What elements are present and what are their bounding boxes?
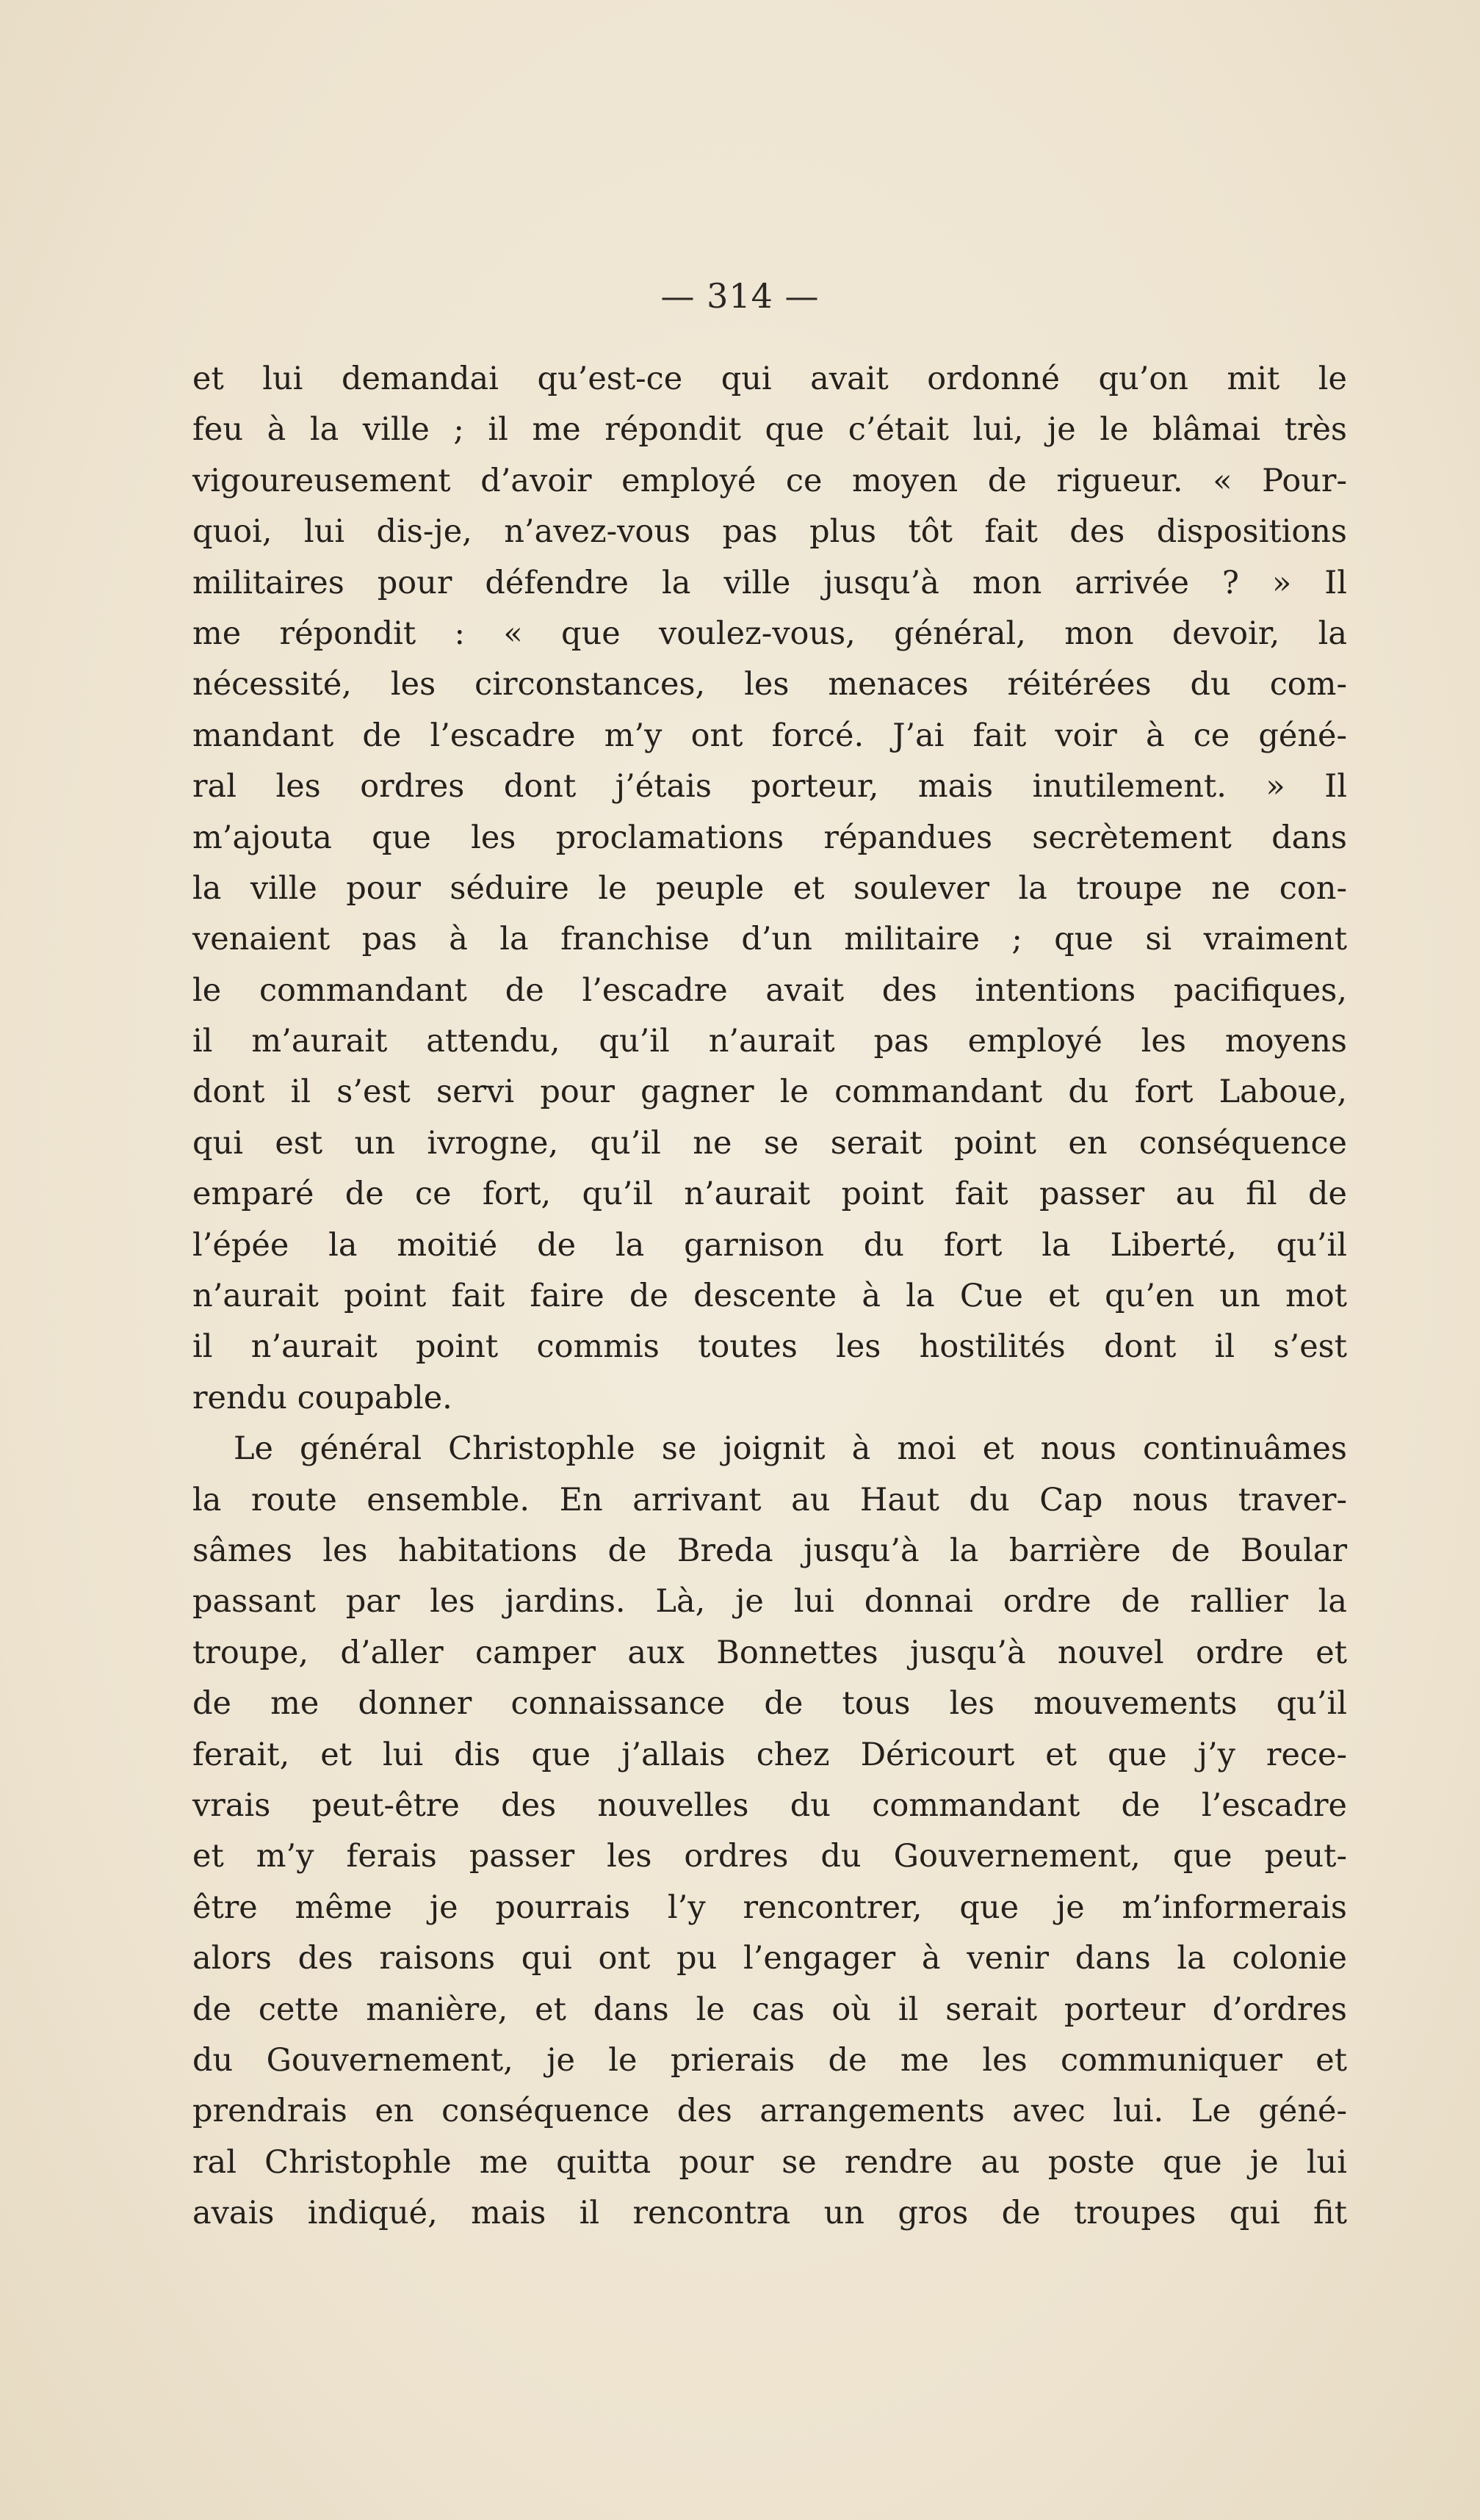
text-line: n’aurait point fait faire de descente à la Cue et qu’en un mot bbox=[192, 1278, 1347, 1315]
text-line: de cette manière, et dans le cas où il serait porteur d’ordres bbox=[192, 1991, 1347, 2028]
text-line: alors des raisons qui ont pu l’engager à venir dans la colonie bbox=[192, 1940, 1347, 1977]
text-line: l’épée la moitié de la garnison du fort la Liberté, qu’il bbox=[192, 1226, 1347, 1264]
text-line: prendrais en conséquence des arrangements avec lui. Le géné- bbox=[192, 2093, 1347, 2130]
text-line: m’ajouta que les proclamations répandues secrètement dans bbox=[192, 819, 1347, 856]
text-line: me répondit : « que voulez-vous, général, mon devoir, la bbox=[192, 615, 1347, 652]
text-line: militaires pour défendre la ville jusqu’à mon arrivée ? » Il bbox=[192, 564, 1347, 601]
text-line: qui est un ivrogne, qu’il ne se serait point en conséquence bbox=[192, 1124, 1347, 1162]
text-line: le commandant de l’escadre avait des intentions pacifiques, bbox=[192, 971, 1347, 1009]
text-line: du Gouvernement, je le prierais de me les communiquer et bbox=[192, 2041, 1347, 2079]
text-line: ral Christophle me quitta pour se rendre au poste que je lui bbox=[192, 2143, 1347, 2181]
page-number: — 314 — bbox=[660, 276, 820, 316]
text-line: avais indiqué, mais il rencontra un gros de troupes qui fit bbox=[192, 2195, 1347, 2232]
text-line: ferait, et lui dis que j’allais chez Déricourt et que j’y rece- bbox=[192, 1736, 1347, 1773]
text-line: quoi, lui dis-je, n’avez-vous pas plus tôt fait des dispositions bbox=[192, 513, 1347, 551]
text-line: la ville pour séduire le peuple et soulever la troupe ne con- bbox=[192, 869, 1347, 907]
text-line: et lui demandai qu’est-ce qui avait ordonné qu’on mit le bbox=[192, 361, 1347, 397]
text-line: vrais peut-être des nouvelles du commandant de l’escadre bbox=[192, 1786, 1347, 1824]
text-line: il n’aurait point commis toutes les hostilités dont il s’est bbox=[192, 1328, 1347, 1366]
text-line: venaient pas à la franchise d’un militaire ; que si vraiment bbox=[192, 921, 1347, 958]
text-line: passant par les jardins. Là, je lui donnai ordre de rallier la bbox=[192, 1583, 1347, 1621]
text-line: feu à la ville ; il me répondit que c’était lui, je le blâmai très bbox=[192, 411, 1347, 449]
text-line: mandant de l’escadre m’y ont forcé. J’ai fait voir à ce géné- bbox=[192, 717, 1347, 754]
text-line: et m’y ferais passer les ordres du Gouvernement, que peut- bbox=[192, 1838, 1347, 1875]
text-line: ral les ordres dont j’étais porteur, mais inutilement. » Il bbox=[192, 768, 1347, 805]
text-line: nécessité, les circonstances, les menaces réitérées du com- bbox=[192, 666, 1347, 703]
text-line: dont il s’est servi pour gagner le commandant du fort Laboue, bbox=[192, 1073, 1347, 1111]
text-line: de me donner connaissance de tous les mouvements qu’il bbox=[192, 1685, 1347, 1723]
text-line: vigoureusement d’avoir employé ce moyen de rigueur. « Pour- bbox=[192, 462, 1347, 499]
text-line: troupe, d’aller camper aux Bonnettes jusqu’à nouvel ordre et bbox=[192, 1634, 1347, 1671]
text-line: être même je pourrais l’y rencontrer, que je m’informerais bbox=[192, 1889, 1347, 1926]
text-line: la route ensemble. En arrivant au Haut du Cap nous traver- bbox=[192, 1481, 1347, 1518]
text-line: emparé de ce fort, qu’il n’aurait point fait passer au fil de bbox=[192, 1176, 1347, 1213]
paragraph-last-line: rendu coupable. bbox=[192, 1379, 452, 1416]
text-line: sâmes les habitations de Breda jusqu’à la barrière de Boular bbox=[192, 1532, 1347, 1569]
body-text bbox=[192, 354, 1347, 2239]
text-line: il m’aurait attendu, qu’il n’aurait pas employé les moyens bbox=[192, 1023, 1347, 1060]
paragraph-first-line: Le général Christophle se joignit à moi et nous continuâmes bbox=[234, 1430, 1347, 1468]
